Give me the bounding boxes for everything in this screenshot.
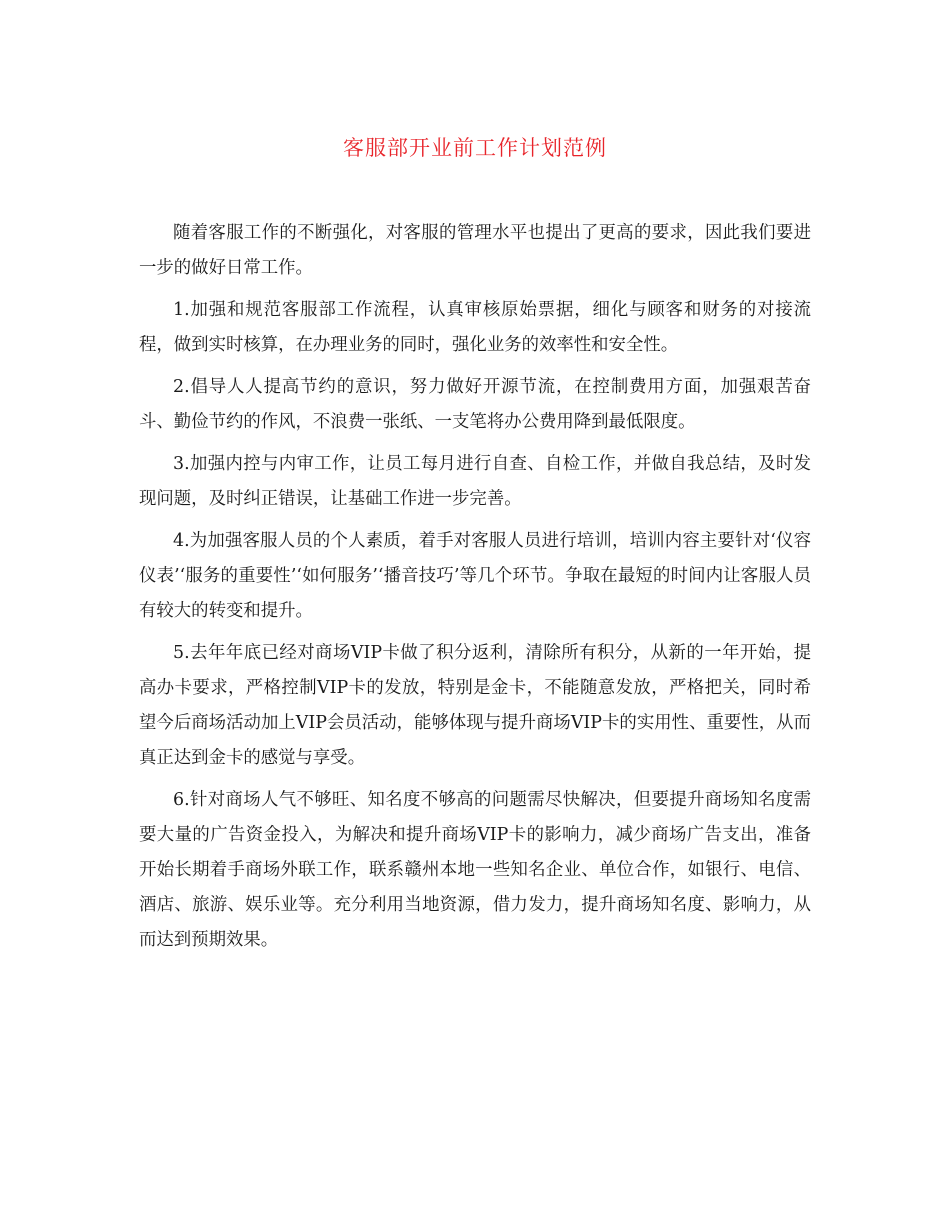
document-title: 客服部开业前工作计划范例 xyxy=(343,136,607,160)
paragraph-item-4: 4.为加强客服人员的个人素质，着手对客服人员进行培训，培训内容主要针对‘仪容仪表’‘服务的重要性’‘如何服务’‘播音技巧’等几个环节。争取在最短的时间内让客服人员有较大的转变和提升。 xyxy=(139,531,811,621)
paragraph-item-1: 1.加强和规范客服部工作流程，认真审核原始票据，细化与顾客和财务的对接流程，做到实时核算，在办理业务的同时，强化业务的效率性和安全性。 xyxy=(139,300,811,355)
paragraph-item-5: 5.去年年底已经对商场VIP卡做了积分返利，清除所有积分，从新的一年开始，提高办卡要求，严格控制VIP卡的发放，特别是金卡，不能随意发放，严格把关，同时希望今后商场活动加上VIP会员活动，能够体现与提升商场VIP卡的实用性、重要性，从而真正达到金卡的感觉与享受。 xyxy=(139,643,811,768)
paragraph-item-3: 3.加强内控与内审工作，让员工每月进行自查、自检工作，并做自我总结，及时发现问题，及时纠正错误，让基础工作进一步完善。 xyxy=(139,454,811,509)
paragraph-item-2: 2.倡导人人提高节约的意识，努力做好开源节流，在控制费用方面，加强艰苦奋斗、勤俭节约的作风，不浪费一张纸、一支笔将办公费用降到最低限度。 xyxy=(139,377,811,432)
document-body xyxy=(139,216,811,965)
paragraph-item-6: 6.针对商场人气不够旺、知名度不够高的问题需尽快解决，但要提升商场知名度需要大量的广告资金投入，为解决和提升商场VIP卡的影响力，减少商场广告支出，准备开始长期着手商场外联工作，联系赣州本地一些知名企业、单位合作，如银行、电信、酒店、旅游、娱乐业等。充分利用当地资源，借力发力，提升商场知名度、影响力，从而达到预期效果。 xyxy=(139,790,811,950)
paragraph-intro: 随着客服工作的不断强化，对客服的管理水平也提出了更高的要求，因此我们要进一步的做好日常工作。 xyxy=(139,223,811,278)
